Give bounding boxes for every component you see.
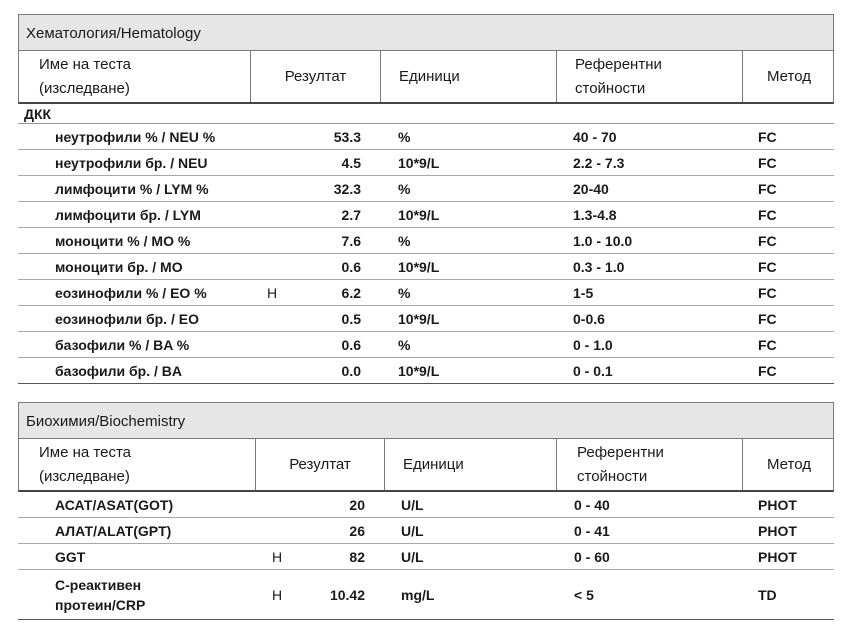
test-name: неутрофили % / NEU % [55, 128, 216, 145]
flag-indicator [267, 228, 287, 253]
biochemistry-rows [18, 492, 834, 620]
biochemistry-header [18, 439, 834, 492]
test-name: базофили % / BA % [55, 336, 190, 353]
header-result: Резултат [250, 51, 380, 102]
result-value: 53.3 [333, 128, 361, 145]
table-row [18, 492, 834, 518]
header-reference: Референтни стойности [556, 439, 742, 490]
table-row [18, 570, 834, 620]
reference-range: 1.0 - 10.0 [573, 232, 633, 249]
reference-range: 0 - 60 [574, 548, 610, 565]
flag-indicator [267, 306, 287, 331]
method-value: FC [758, 362, 777, 379]
table-row [18, 228, 834, 254]
unit-value: 10*9/L [398, 258, 440, 275]
flag-indicator [267, 254, 287, 279]
unit-value: 10*9/L [398, 206, 440, 223]
method-value: FC [758, 258, 777, 275]
biochemistry-section [18, 402, 834, 620]
method-value: FC [758, 284, 777, 301]
reference-range: 0.3 - 1.0 [573, 258, 625, 275]
method-value: FC [758, 128, 777, 145]
reference-range: 20-40 [573, 180, 609, 197]
test-name: АСАТ/ASAT(GOT) [55, 496, 174, 513]
test-name: базофили бр. / BA [55, 362, 182, 379]
method-value: PHOT [758, 522, 797, 539]
reference-range: 1.3-4.8 [573, 206, 617, 223]
unit-value: U/L [401, 548, 424, 565]
reference-range: 0 - 40 [574, 496, 610, 513]
flag-indicator [267, 124, 287, 149]
result-value: 82 [349, 548, 365, 565]
result-value: 0.5 [341, 310, 361, 327]
test-name: АЛАТ/ALAT(GPT) [55, 522, 172, 539]
unit-value: 10*9/L [398, 310, 440, 327]
test-name: GGT [55, 548, 86, 565]
flag-indicator: H [272, 548, 283, 565]
reference-range: 0 - 41 [574, 522, 610, 539]
unit-value: % [398, 232, 411, 249]
hematology-header [18, 51, 834, 104]
method-value: FC [758, 154, 777, 171]
header-reference: Референтни стойности [556, 51, 742, 102]
biochemistry-title: Биохимия/Biochemistry [18, 402, 834, 439]
reference-range: 0 - 0.1 [573, 362, 613, 379]
header-method: Метод [742, 51, 835, 102]
unit-value: % [398, 336, 411, 353]
table-row [18, 124, 834, 150]
reference-range: 0-0.6 [573, 310, 605, 327]
test-name: моноцити бр. / MO [55, 258, 183, 275]
result-value: 0.6 [341, 336, 361, 353]
test-name: еозинофили % / EO % [55, 284, 207, 301]
test-name: неутрофили бр. / NEU [55, 154, 208, 171]
flag-indicator: H [272, 586, 283, 603]
test-name: лимфоцити % / LYM % [55, 180, 209, 197]
unit-value: % [398, 180, 411, 197]
result-value: 0.0 [341, 362, 361, 379]
group-label-dkk: ДКК [18, 104, 834, 124]
header-units: Единици [380, 51, 556, 102]
unit-value: % [398, 284, 411, 301]
test-name: С-реактивен протеин/CRP [55, 576, 146, 613]
hematology-section [18, 14, 834, 384]
flag-indicator [272, 492, 292, 517]
table-row [18, 306, 834, 332]
table-row [18, 202, 834, 228]
result-value: 10.42 [329, 586, 365, 603]
table-row [18, 518, 834, 544]
test-name: моноцити % / MO % [55, 232, 191, 249]
method-value: FC [758, 232, 777, 249]
method-value: FC [758, 336, 777, 353]
reference-range: 1-5 [573, 284, 594, 301]
table-row [18, 358, 834, 384]
result-value: 4.5 [341, 154, 361, 171]
result-value: 32.3 [333, 180, 361, 197]
flag-indicator [267, 358, 287, 383]
test-name: лимфоцити бр. / LYM [55, 206, 201, 223]
header-test-name: Име на теста (изследване) [39, 55, 131, 97]
hematology-title: Хематология/Hematology [18, 14, 834, 51]
table-row [18, 544, 834, 570]
table-row [18, 280, 834, 306]
flag-indicator [267, 332, 287, 357]
reference-range: 0 - 1.0 [573, 336, 613, 353]
flag-indicator [267, 202, 287, 227]
result-value: 0.6 [341, 258, 361, 275]
result-value: 20 [349, 496, 365, 513]
header-method: Метод [742, 439, 835, 490]
unit-value: 10*9/L [398, 362, 440, 379]
unit-value: U/L [401, 496, 424, 513]
result-value: 7.6 [341, 232, 361, 249]
unit-value: U/L [401, 522, 424, 539]
method-value: PHOT [758, 548, 797, 565]
table-row [18, 176, 834, 202]
method-value: FC [758, 180, 777, 197]
header-result: Резултат [255, 439, 384, 490]
table-row [18, 254, 834, 280]
hematology-rows [18, 124, 834, 384]
unit-value: mg/L [401, 586, 435, 603]
header-test-name: Име на теста (изследване) [39, 443, 131, 485]
flag-indicator [267, 150, 287, 175]
method-value: FC [758, 310, 777, 327]
reference-range: 2.2 - 7.3 [573, 154, 625, 171]
method-value: FC [758, 206, 777, 223]
result-value: 6.2 [341, 284, 361, 301]
unit-value: 10*9/L [398, 154, 440, 171]
flag-indicator: H [267, 284, 278, 301]
table-row [18, 332, 834, 358]
flag-indicator [267, 176, 287, 201]
method-value: PHOT [758, 496, 797, 513]
header-units: Единици [384, 439, 556, 490]
result-value: 2.7 [341, 206, 361, 223]
result-value: 26 [349, 522, 365, 539]
flag-indicator [272, 518, 292, 543]
reference-range: 40 - 70 [573, 128, 617, 145]
reference-range: < 5 [574, 586, 594, 603]
method-value: TD [758, 586, 777, 603]
table-row [18, 150, 834, 176]
unit-value: % [398, 128, 411, 145]
test-name: еозинофили бр. / EO [55, 310, 199, 327]
